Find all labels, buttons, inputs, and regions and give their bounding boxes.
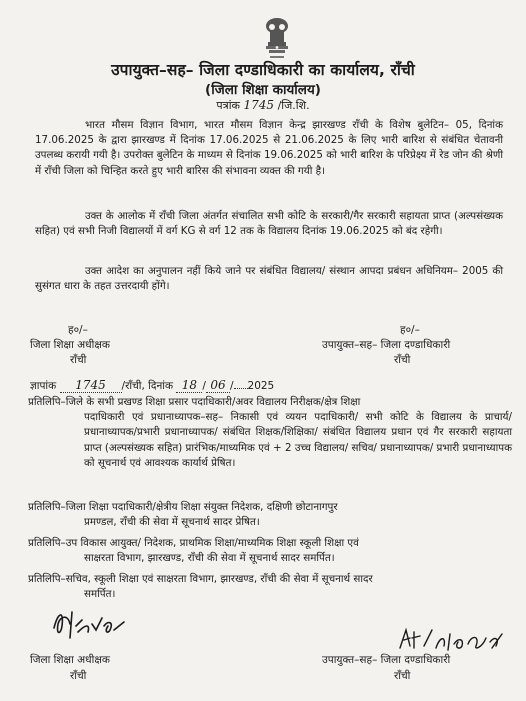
state-emblem-icon xyxy=(258,16,296,64)
jnapank-blank xyxy=(234,388,248,389)
bottom-signature-right xyxy=(322,652,450,684)
pratilipi-item xyxy=(28,572,512,602)
pratilipi-rest: प्रमण्डल, राँची की सेवा में सूचनार्थ सादर प्रेषित। xyxy=(84,516,260,529)
office-title: उपायुक्त–सह– जिला दण्डाधिकारी का कार्यालय, राँची xyxy=(111,61,415,79)
jnapank-month: 06 xyxy=(206,378,230,393)
pratilipi-lead: प्रतिलिपि–जिला शिक्षा पदाधिकारी/क्षेत्रीय शिक्षा संयुक्त निदेशक, दक्षिणी छोटानागपुर xyxy=(28,501,338,513)
handwritten-signature-right xyxy=(396,624,506,654)
pratilipi-item xyxy=(28,500,512,530)
patrank-number: 1745 xyxy=(243,98,275,112)
office-subtitle: (जिला शिक्षा कार्यालय) xyxy=(205,82,321,98)
pratilipi-item xyxy=(28,395,512,471)
jnapank-label: ज्ञापांक xyxy=(30,380,57,392)
pratilipi-lead: प्रतिलिपि–जिले के सभी प्रखण्ड शिक्षा प्रसार पदाधिकारी/अवर विद्यालय निरीक्षक/क्षेत्र शिक्षा xyxy=(28,396,361,408)
paragraph-bulletin: भारत मौसम विज्ञान विभाग, भारत मौसम विज्ञान केन्द्र झारखण्ड राँची के विशेष बुलेटिन– 05, दिनांक 17.06.2025 के द्वारा झारखण्ड में दिनांक 17.06.2025 से 21.06.2025 के लिए भारी बारिश से संबंधित चेतावनी उपलब्ध करायी गयी है। उपरोक्त बुलेटिन के माध्यम से दिनांक 19.06.2025 को भारी बारिश के परिप्रेक्ष्य में रेड जोन की श्रेणी में राँची जिला को चिन्हित करते हुए भारी बारिस की संभावना व्यक्त की गयी है। xyxy=(35,119,503,177)
patrank-suffix: /जि.शि. xyxy=(277,99,310,112)
signature-block-right xyxy=(322,323,450,368)
jnapank-mid: /राँची, दिनांक xyxy=(121,380,174,392)
pratilipi-rest: साक्षरता विभाग, झारखण्ड, राँची की सेवा में सूचनार्थ सादर समर्पित। xyxy=(84,552,335,565)
jnapank-year: 2025 xyxy=(247,380,275,392)
signature-h-right: ह०/– xyxy=(400,324,420,336)
signature-block-left xyxy=(30,323,110,368)
pratilipi-rest: समर्पित। xyxy=(84,588,116,601)
pratilipi-lead: प्रतिलिपि–सचिव, स्कूली शिक्षा एवं साक्षरता विभाग, झारखण्ड, राँची की सेवा में सूचनार्थ सादर xyxy=(28,573,373,585)
signatory-title-right: उपायुक्त–सह– जिला दण्डाधिकारी xyxy=(322,339,451,351)
pratilipi-rest: पदाधिकारी एवं प्रधानाध्यापक–सह– निकासी एवं व्ययन पदाधिकारी/ सभी कोटि के विद्यालय के प्राचार्य/प्रधानाध्यापक/प्रभारी प्रधानाध्यापक/ संबंधित शिक्षक/शिक्षिका/ संबंधित विद्यालय प्रधान एवं गैर सरकारी सहायता प्राप्त (अल्पसंख्यक सहित) प्रारंभिक/माध्यमिक एवं + 2 उच्च विद्यालय/ सचिव/ प्रधानाध्यापक/ प्रभारी प्रधानाध्यापक को सूचनार्थ एवं आवश्यक कार्यार्थ प्रेषित। xyxy=(84,411,512,469)
paragraph-closure-order: उक्त के आलोक में राँची जिला अंतर्गत संचालित सभी कोटि के सरकारी/गैर सरकारी सहायता प्राप्त (अल्पसंख्यक सहित) एवं सभी निजी विद्यालयों में वर्ग KG से वर्ग 12 तक के विद्यालय दिनांक 19.06.2025 को बंद रहेगी। xyxy=(35,210,503,238)
handwritten-signature-left xyxy=(48,606,128,642)
bottom-signatory-title-right: उपायुक्त–सह– जिला दण्डाधिकारी xyxy=(322,654,451,666)
paragraph-compliance: उक्त आदेश का अनुपालन नहीं किये जाने पर संबंधित विद्यालय/ संस्थान आपदा प्रबंधन अधिनियम– 2005 की सुसंगत धारा के तहत उत्तरदायी होंगे। xyxy=(35,265,503,293)
jnapank-number: 1745 xyxy=(60,378,122,393)
signature-h-left: ह०/– xyxy=(68,324,88,336)
pratilipi-item xyxy=(28,536,512,566)
signatory-place-left: राँची xyxy=(70,354,87,366)
patrank-label: पत्रांक xyxy=(216,99,241,112)
signatory-title-left: जिला शिक्षा अधीक्षक xyxy=(30,339,110,351)
bottom-signatory-place-right: राँची xyxy=(394,670,411,682)
jnapank-line: ज्ञापांक 1745 /राँची, दिनांक 18 / 06 / 2025 xyxy=(30,378,275,392)
pratilipi-lead: प्रतिलिपि–उप विकास आयुक्त/ निदेशक, प्राथमिक शिक्षा/माध्यमिक शिक्षा स्कूली शिक्षा एवं xyxy=(28,537,359,549)
bottom-signature-left xyxy=(30,652,110,684)
bottom-signatory-title-left: जिला शिक्षा अधीक्षक xyxy=(30,654,110,666)
jnapank-day: 18 xyxy=(176,378,202,393)
bottom-signatory-place-left: राँची xyxy=(70,670,87,682)
signatory-place-right: राँची xyxy=(394,354,411,366)
patrank-line xyxy=(0,98,526,113)
